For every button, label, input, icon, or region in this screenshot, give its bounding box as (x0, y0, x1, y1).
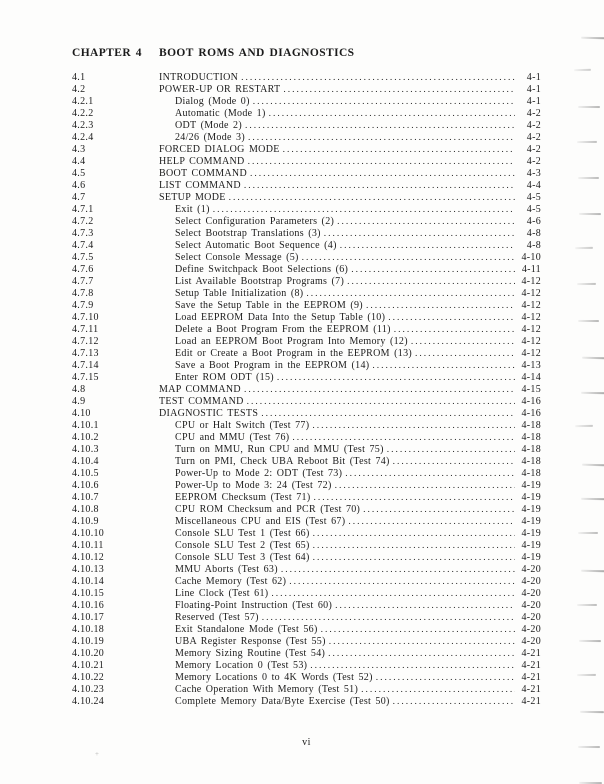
toc-entry (72, 576, 541, 588)
scan-edge-mark (582, 357, 604, 359)
toc-entry-title: MMU Aborts (Test 63) (175, 564, 278, 575)
toc-entry (72, 492, 541, 504)
scan-edge-mark (581, 392, 604, 394)
dot-leader (388, 312, 515, 324)
toc-entry-title: CPU ROM Checksum and PCR (Test 70) (175, 504, 361, 515)
toc-entry-page: 4-20 (521, 576, 541, 587)
scan-edge-mark (578, 320, 599, 322)
toc-entry-title: Select Console Message (5) (175, 252, 299, 263)
scan-edge-mark (578, 532, 598, 534)
toc-entry-number: 4.10.5 (72, 468, 99, 479)
toc-list (72, 72, 541, 708)
scan-edge-mark (580, 711, 604, 713)
toc-entry-page: 4-2 (526, 120, 541, 131)
toc-entry-number: 4.10.23 (72, 684, 105, 695)
toc-entry-page: 4-19 (521, 516, 541, 527)
toc-entry-title: Turn on MMU, Run CPU and MMU (Test 75) (175, 444, 384, 455)
toc-entry-number: 4.7.3 (72, 228, 94, 239)
toc-entry-title: Console SLU Test 3 (Test 64) (175, 552, 310, 563)
toc-entry-page: 4-6 (526, 216, 541, 227)
dot-leader (376, 672, 515, 684)
scan-edge-mark (582, 463, 604, 465)
toc-entry-number: 4.2.3 (72, 120, 94, 131)
toc-entry-title: Complete Memory Data/Byte Exercise (Test 50) (175, 696, 390, 707)
toc-entry (72, 156, 541, 168)
scan-edge-mark (579, 640, 601, 642)
toc-entry-page: 4-21 (521, 672, 541, 683)
dot-leader (247, 396, 515, 408)
toc-entry (72, 96, 541, 108)
toc-entry-number: 4.3 (72, 144, 86, 155)
toc-entry-page: 4-20 (521, 612, 541, 623)
dot-leader (313, 540, 515, 552)
toc-entry-page: 4-12 (521, 312, 541, 323)
toc-entry (72, 276, 541, 288)
toc-entry-page: 4-8 (526, 228, 541, 239)
dot-leader (313, 528, 515, 540)
dot-leader (245, 120, 515, 132)
toc-entry-number: 4.7.13 (72, 348, 99, 359)
toc-entry-title: Define Switchpack Boot Selections (6) (175, 264, 349, 275)
toc-entry-number: 4.7 (72, 192, 86, 203)
toc-entry (72, 348, 541, 360)
toc-entry-title: Select Automatic Boot Sequence (4) (175, 240, 337, 251)
dot-leader (348, 516, 515, 528)
toc-entry-title: Edit or Create a Boot Program in the EEPROM (13) (175, 348, 413, 359)
dot-leader (328, 648, 515, 660)
toc-entry (72, 252, 541, 264)
toc-entry-page: 4-1 (526, 84, 541, 95)
toc-entry (72, 72, 541, 84)
scan-edge-mark (577, 603, 597, 605)
toc-entry-page: 4-2 (526, 144, 541, 155)
dot-leader (262, 612, 515, 624)
toc-entry (72, 672, 541, 684)
toc-entry-number: 4.6 (72, 180, 86, 191)
toc-entry-title: Setup Table Initialization (8) (175, 288, 304, 299)
toc-entry-title: Exit Standalone Mode (Test 56) (175, 624, 318, 635)
toc-entry-title: POWER-UP OR RESTART (159, 84, 281, 95)
toc-entry-number: 4.10.4 (72, 456, 99, 467)
dot-leader (310, 660, 515, 672)
toc-entry (72, 300, 541, 312)
toc-entry-title: CPU and MMU (Test 76) (175, 432, 290, 443)
toc-entry-page: 4-18 (521, 468, 541, 479)
dot-leader (269, 108, 515, 120)
dot-leader (363, 504, 515, 516)
scan-edge-mark (577, 141, 597, 143)
toc-entry-title: Dialog (Mode 0) (175, 96, 250, 107)
dot-leader (248, 132, 515, 144)
toc-entry-title: Line Clock (Test 61) (175, 588, 269, 599)
toc-entry-number: 4.10.2 (72, 432, 99, 443)
dot-leader (345, 468, 515, 480)
toc-entry-page: 4-18 (521, 444, 541, 455)
toc-entry (72, 168, 541, 180)
toc-entry (72, 540, 541, 552)
toc-entry-title: Console SLU Test 1 (Test 66) (175, 528, 310, 539)
dot-leader (289, 576, 515, 588)
dot-leader (393, 696, 515, 708)
toc-entry-page: 4-4 (526, 180, 541, 191)
dot-leader (213, 204, 515, 216)
scan-edge-mark (575, 425, 593, 427)
dot-leader (302, 252, 515, 264)
toc-entry-number: 4.10.8 (72, 504, 99, 515)
toc-entry-page: 4-21 (521, 648, 541, 659)
toc-entry-page: 4-1 (526, 96, 541, 107)
dot-leader (393, 456, 515, 468)
toc-entry-page: 4-16 (521, 408, 541, 419)
toc-entry-page: 4-18 (521, 456, 541, 467)
toc-entry-page: 4-2 (526, 108, 541, 119)
toc-entry-title: INTRODUCTION (159, 72, 239, 83)
scan-edge-mark (581, 498, 604, 500)
toc-entry-number: 4.10.19 (72, 636, 105, 647)
toc-entry-page: 4-19 (521, 504, 541, 515)
toc-entry-page: 4-12 (521, 348, 541, 359)
toc-entry-number: 4.10.21 (72, 660, 105, 671)
toc-entry (72, 108, 541, 120)
toc-entry-number: 4.2.2 (72, 108, 94, 119)
toc-entry (72, 360, 541, 372)
toc-entry-number: 4.7.14 (72, 360, 99, 371)
toc-entry (72, 408, 541, 420)
toc-entry-title: Turn on PMI, Check UBA Reboot Bit (Test 74) (175, 456, 390, 467)
toc-entry-number: 4.2.1 (72, 96, 94, 107)
toc-entry (72, 240, 541, 252)
dot-leader (387, 444, 515, 456)
dot-leader (372, 360, 515, 372)
toc-entry-page: 4-2 (526, 132, 541, 143)
toc-entry-page: 4-21 (521, 660, 541, 671)
toc-entry-title: Memory Locations 0 to 4K Words (Test 52) (175, 672, 373, 683)
toc-entry-number: 4.10.15 (72, 588, 105, 599)
toc-entry (72, 600, 541, 612)
toc-entry-page: 4-11 (521, 264, 541, 275)
toc-entry-number: 4.8 (72, 384, 86, 395)
dot-leader (283, 84, 515, 96)
dot-leader (229, 192, 515, 204)
toc-entry-title: Select Configuration Parameters (2) (175, 216, 335, 227)
toc-entry-number: 4.7.5 (72, 252, 94, 263)
toc-entry-title: Automatic (Mode 1) (175, 108, 266, 119)
toc-entry-title: Exit (1) (175, 204, 210, 215)
toc-entry-number: 4.10.13 (72, 564, 105, 575)
toc-entry-title: MAP COMMAND (159, 384, 241, 395)
toc-entry-number: 4.10.1 (72, 420, 99, 431)
toc-entry (72, 588, 541, 600)
dot-leader (324, 228, 515, 240)
dot-leader (313, 492, 515, 504)
dot-leader (415, 348, 515, 360)
scan-edge-mark (578, 177, 599, 179)
toc-entry-number: 4.10.16 (72, 600, 105, 611)
toc-entry-page: 4-16 (521, 396, 541, 407)
toc-entry-title: SETUP MODE (159, 192, 226, 203)
toc-entry (72, 288, 541, 300)
toc-entry (72, 324, 541, 336)
toc-entry-number: 4.10.7 (72, 492, 99, 503)
toc-entry (72, 372, 541, 384)
toc-entry-page: 4-1 (526, 72, 541, 83)
scan-edge-mark (575, 247, 593, 249)
toc-entry (72, 528, 541, 540)
toc-entry-number: 4.5 (72, 168, 86, 179)
toc-entry-number: 4.7.12 (72, 336, 99, 347)
toc-entry-page: 4-5 (526, 192, 541, 203)
dot-leader (281, 564, 515, 576)
toc-entry-title: List Available Bootstrap Programs (7) (175, 276, 345, 287)
dot-leader (250, 168, 515, 180)
toc-entry-title: Save the Setup Table in the EEPROM (9) (175, 300, 363, 311)
dot-leader (253, 96, 515, 108)
toc-entry-number: 4.2 (72, 84, 86, 95)
toc-entry-title: 24/26 (Mode 3) (175, 132, 245, 143)
toc-entry-page: 4-18 (521, 420, 541, 431)
toc-entry-number: 4.10.18 (72, 624, 105, 635)
toc-entry-page: 4-19 (521, 540, 541, 551)
toc-entry (72, 624, 541, 636)
toc-entry (72, 444, 541, 456)
toc-entry-title: Memory Location 0 (Test 53) (175, 660, 308, 671)
toc-entry-number: 4.7.10 (72, 312, 99, 323)
toc-entry (72, 336, 541, 348)
toc-entry-title: Select Bootstrap Translations (3) (175, 228, 321, 239)
toc-entry-page: 4-20 (521, 600, 541, 611)
chapter-title: BOOT ROMS AND DIAGNOSTICS (159, 47, 355, 59)
toc-entry (72, 468, 541, 480)
toc-entry (72, 552, 541, 564)
toc-entry-page: 4-19 (521, 528, 541, 539)
toc-entry-title: Load an EEPROM Boot Program Into Memory (12) (175, 336, 408, 347)
toc-entry-number: 4.7.1 (72, 204, 94, 215)
toc-entry-page: 4-21 (521, 684, 541, 695)
toc-entry (72, 216, 541, 228)
dot-leader (277, 372, 515, 384)
dot-leader (312, 420, 515, 432)
toc-entry (72, 384, 541, 396)
toc-entry-title: Save a Boot Program in the EEPROM (14) (175, 360, 370, 371)
scan-edge-mark (577, 674, 596, 676)
toc-entry-title: LIST COMMAND (159, 180, 241, 191)
toc-entry (72, 480, 541, 492)
dot-leader (366, 300, 515, 312)
toc-entry-number: 4.7.15 (72, 372, 99, 383)
toc-entry-page: 4-5 (526, 204, 541, 215)
toc-entry (72, 120, 541, 132)
toc-entry-number: 4.1 (72, 72, 86, 83)
toc-entry-number: 4.10.12 (72, 552, 105, 563)
page-number: vi (302, 737, 311, 748)
toc-entry-page: 4-2 (526, 156, 541, 167)
toc-entry-title: Enter ROM ODT (15) (175, 372, 274, 383)
toc-entry-page: 4-15 (521, 384, 541, 395)
toc-entry-title: Cache Memory (Test 62) (175, 576, 287, 587)
toc-entry (72, 132, 541, 144)
toc-entry (72, 516, 541, 528)
toc-entry-number: 4.10.22 (72, 672, 105, 683)
scan-edge-mark (579, 213, 601, 215)
toc-entry-number: 4.10.10 (72, 528, 105, 539)
dot-leader (306, 288, 515, 300)
toc-entry (72, 504, 541, 516)
toc-entry (72, 420, 541, 432)
toc-entry-title: Delete a Boot Program From the EEPROM (11) (175, 324, 391, 335)
toc-entry-page: 4-13 (521, 360, 541, 371)
toc-entry-title: DIAGNOSTIC TESTS (159, 408, 259, 419)
toc-entry-number: 4.10.11 (72, 540, 104, 551)
toc-entry-title: Floating-Point Instruction (Test 60) (175, 600, 333, 611)
dot-leader (244, 180, 515, 192)
toc-entry (72, 192, 541, 204)
toc-entry-title: Console SLU Test 2 (Test 65) (175, 540, 310, 551)
scan-edge-mark (577, 283, 596, 285)
toc-entry-page: 4-12 (521, 324, 541, 335)
dot-leader (292, 432, 515, 444)
toc-entry-number: 4.10.3 (72, 444, 99, 455)
toc-entry-page: 4-20 (521, 588, 541, 599)
toc-entry-page: 4-19 (521, 552, 541, 563)
toc-entry-title: Cache Operation With Memory (Test 51) (175, 684, 359, 695)
dot-leader (351, 264, 515, 276)
toc-entry (72, 636, 541, 648)
dot-leader (241, 72, 515, 84)
toc-entry (72, 144, 541, 156)
toc-entry-number: 4.7.11 (72, 324, 99, 335)
scan-edge-mark (574, 69, 591, 71)
toc-entry-title: Power-Up to Mode 2: ODT (Test 73) (175, 468, 343, 479)
toc-entry-page: 4-12 (521, 336, 541, 347)
toc-entry-number: 4.4 (72, 156, 86, 167)
toc-entry (72, 396, 541, 408)
dot-leader (261, 408, 515, 420)
toc-entry (72, 456, 541, 468)
toc-entry-title: CPU or Halt Switch (Test 77) (175, 420, 310, 431)
toc-entry-number: 4.10.14 (72, 576, 105, 587)
toc-entry-page: 4-20 (521, 636, 541, 647)
scan-edge-mark (581, 570, 604, 572)
toc-entry-page: 4-21 (521, 696, 541, 707)
toc-entry-page: 4-14 (521, 372, 541, 383)
toc-entry-page: 4-12 (521, 276, 541, 287)
toc-entry (72, 564, 541, 576)
toc-entry-number: 4.10.9 (72, 516, 99, 527)
toc-entry-number: 4.10.24 (72, 696, 105, 707)
toc-entry-number: 4.7.2 (72, 216, 94, 227)
toc-entry-title: ODT (Mode 2) (175, 120, 242, 131)
toc-entry (72, 660, 541, 672)
scan-edge-mark (578, 746, 600, 748)
toc-entry (72, 312, 541, 324)
dot-leader (248, 156, 515, 168)
scan-edge-mark (578, 106, 600, 108)
toc-entry (72, 432, 541, 444)
dot-leader (335, 600, 515, 612)
toc-entry-title: HELP COMMAND (159, 156, 245, 167)
toc-entry-page: 4-20 (521, 564, 541, 575)
toc-entry-number: 4.7.8 (72, 288, 94, 299)
dot-leader (313, 552, 515, 564)
toc-entry-title: FORCED DIALOG MODE (159, 144, 280, 155)
toc-entry-number: 4.10.20 (72, 648, 105, 659)
toc-entry (72, 204, 541, 216)
toc-entry (72, 264, 541, 276)
dot-leader (347, 276, 515, 288)
toc-entry (72, 648, 541, 660)
toc-entry-title: Miscellaneous CPU and EIS (Test 67) (175, 516, 346, 527)
dot-leader (411, 336, 515, 348)
toc-entry-page: 4-8 (526, 240, 541, 251)
toc-entry-title: Memory Sizing Routine (Test 54) (175, 648, 326, 659)
scan-speck: + (95, 750, 99, 758)
toc-entry-number: 4.2.4 (72, 132, 94, 143)
dot-leader (335, 480, 515, 492)
toc-entry-title: Power-Up to Mode 3: 24 (Test 72) (175, 480, 332, 491)
toc-entry-number: 4.9 (72, 396, 86, 407)
toc-entry-number: 4.7.7 (72, 276, 94, 287)
toc-entry (72, 696, 541, 708)
toc-entry-title: TEST COMMAND (159, 396, 244, 407)
toc-entry (72, 228, 541, 240)
toc-entry-page: 4-10 (521, 252, 541, 263)
toc-entry (72, 84, 541, 96)
dot-leader (340, 240, 515, 252)
toc-entry-title: EEPROM Checksum (Test 71) (175, 492, 311, 503)
toc-entry (72, 684, 541, 696)
toc-entry-page: 4-20 (521, 624, 541, 635)
dot-leader (337, 216, 515, 228)
toc-entry-title: Reserved (Test 57) (175, 612, 259, 623)
toc-entry-number: 4.7.9 (72, 300, 94, 311)
chapter-number-label: CHAPTER 4 (72, 47, 142, 59)
toc-entry (72, 612, 541, 624)
toc-entry-page: 4-18 (521, 432, 541, 443)
toc-entry-number: 4.10.6 (72, 480, 99, 491)
toc-entry-page: 4-3 (526, 168, 541, 179)
scan-edge-mark (581, 36, 604, 38)
chapter-heading (72, 46, 542, 60)
dot-leader (329, 636, 515, 648)
toc-entry (72, 180, 541, 192)
toc-entry-number: 4.10.17 (72, 612, 105, 623)
dot-leader (321, 624, 515, 636)
toc-entry-title: BOOT COMMAND (159, 168, 247, 179)
toc-entry-number: 4.7.6 (72, 264, 94, 275)
dot-leader (361, 684, 515, 696)
toc-entry-number: 4.7.4 (72, 240, 94, 251)
toc-entry-page: 4-12 (521, 300, 541, 311)
toc-entry-page: 4-19 (521, 492, 541, 503)
toc-entry-title: UBA Register Response (Test 55) (175, 636, 326, 647)
toc-entry-title: Load EEPROM Data Into the Setup Table (10) (175, 312, 386, 323)
dot-leader (244, 384, 515, 396)
dot-leader (271, 588, 515, 600)
dot-leader (283, 144, 515, 156)
toc-entry-page: 4-19 (521, 480, 541, 491)
toc-entry-page: 4-12 (521, 288, 541, 299)
toc-entry-number: 4.10 (72, 408, 91, 419)
dot-leader (394, 324, 515, 336)
